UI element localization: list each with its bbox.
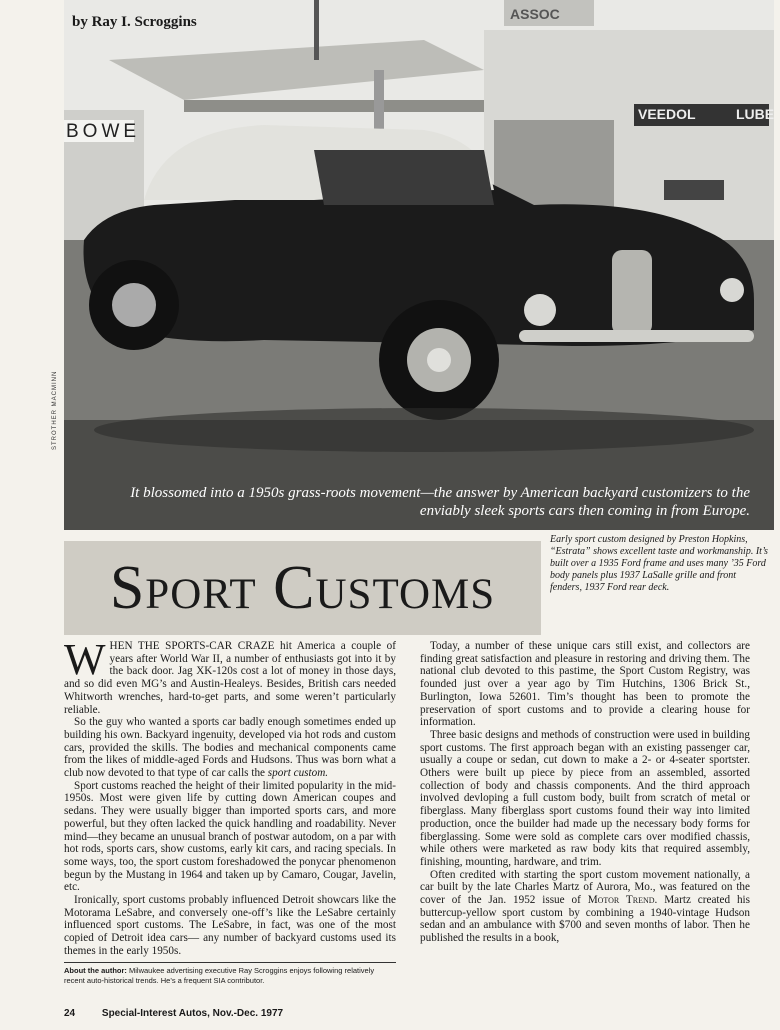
page-number: 24 — [64, 1008, 76, 1019]
byline: by Ray I. Scroggins — [72, 14, 197, 30]
page-title: Sport Customs — [109, 553, 496, 622]
publication-name: Special-Interest Autos, Nov.-Dec. 1977 — [101, 1008, 284, 1019]
side-caption: Early sport custom designed by Preston Hopkins, “Estrata” shows excellent taste and workmanship. It’s built over a 1935 Ford frame and uses many ’35 Ford body panels plus 1937 LaSalle grille and front fenders, 1937 Ford rear deck. — [550, 534, 768, 593]
page-footer — [64, 1008, 283, 1019]
sign-assoc: ASSOC — [510, 6, 560, 22]
car-photo-icon — [64, 0, 774, 530]
drop-cap: W — [64, 635, 106, 684]
paragraph: Today, a number of these unique cars still exist, and collectors are finding great satisfaction and pleasure in restoring and driving them. The national club devoted to this pastime, the Sport Custom Registry, was founded just over a year ago by Tim Hutchins, 1306 Brick St., Burlington, Iowa 52601. Tim’s thought has been to promote the preservation of sport customs and to provide a clearing house for information. — [420, 640, 750, 729]
car-photo — [64, 0, 774, 530]
article-column-2 — [420, 640, 750, 945]
article-column-1 — [64, 635, 396, 958]
sign-lube: LUBE — [736, 106, 774, 122]
paragraph: WHEN THE SPORTS-CAR CRAZE hit America a couple of years after World War II, a number of enthusiasts got into it by the back door. Jag XK-120s cost a lot of money in those days, and so did even MG’s and Austin-Healeys. Besides, British cars needed Whitworth wrenches, hard-to-get parts, and some weren’t particularly reliable. — [64, 635, 396, 716]
paragraph: Three basic designs and methods of construction were used in building sport customs. The first approach began with an existing passenger car, usually a coupe or sedan, cut down to make a 2- or 4-seater sportster. Others were built up piece by piece from an assembled, assorted collection of body and chassis components. And the third approach involved devloping a full custom body, built from scratch of metal or fiberglass. Many fiberglass sport customs found their way into limited production, once the builder had made up the necessary body forms for fiberglassing. Some were sold as complete cars over modified chassis, while others were marketed as raw body kits that required assembly, finishing, mounting, hardware, and trim. — [420, 728, 750, 868]
paragraph: So the guy who wanted a sports car badly enough sometimes ended up building his own. Backyard ingenuity, developed via hot rods and custom cars, provided the skills. The bodies and mechanical components came from the likes of middle-aged Fords and Hudsons. Thus was born what a club now devoted to that type of car calls the sport custom. — [64, 716, 396, 780]
about-author: About the author: Milwaukee advertising executive Ray Scroggins enjoys following relatively recent auto-historical trends. He’s a frequent SIA contributor. — [64, 966, 375, 985]
paragraph: Often credited with starting the sport custom movement nationally, a car built by the late Charles Martz of Aurora, Mo., was featured on the cover of the Jan. 1952 issue of Motor Trend. Martz created his buttercup-yellow sport custom by combining a 1940-vintage Hudson sedan and an ambulance with $700 and seven months of labor. Then he published the results in a book, — [420, 868, 750, 945]
sign-bowe: BOWE — [66, 121, 141, 142]
title-box — [64, 541, 541, 635]
sign-veedol: VEEDOL — [638, 106, 696, 122]
paragraph: Ironically, sport customs probably influenced Detroit showcars like the Motorama LeSabre, and conversely one-off’s like the LeSabre certainly influenced sport customs. The LeSabre, in fact, was one of the most copied of Detroit idea cars— any number of backyard customs used its themes in the early 1950s. — [64, 894, 396, 957]
paragraph: Sport customs reached the height of their limited popularity in the mid-1950s. Most were given life by cutting down American coupes and sedans. They were usually bigger than imported sports cars, and more powerful, but they often lacked the quick handling and roadability. Never mind—they became an unusual branch of postwar autodom, on a par with hot rods, sports cars, show customs, early kit cars, and racing specials. In some ways, too, the sport custom foreshadowed the ponycar phenomenon begun by the Mustang in 1964 and taken up by Camaro, Cougar, Javelin, etc. — [64, 779, 396, 894]
photo-credit: STROTHER MACMINN — [52, 370, 58, 450]
photo-caption: It blossomed into a 1950s grass-roots movement—the answer by American backyard customizers to the enviably sleek sports cars then coming in from Europe. — [130, 485, 750, 519]
divider — [64, 962, 396, 963]
